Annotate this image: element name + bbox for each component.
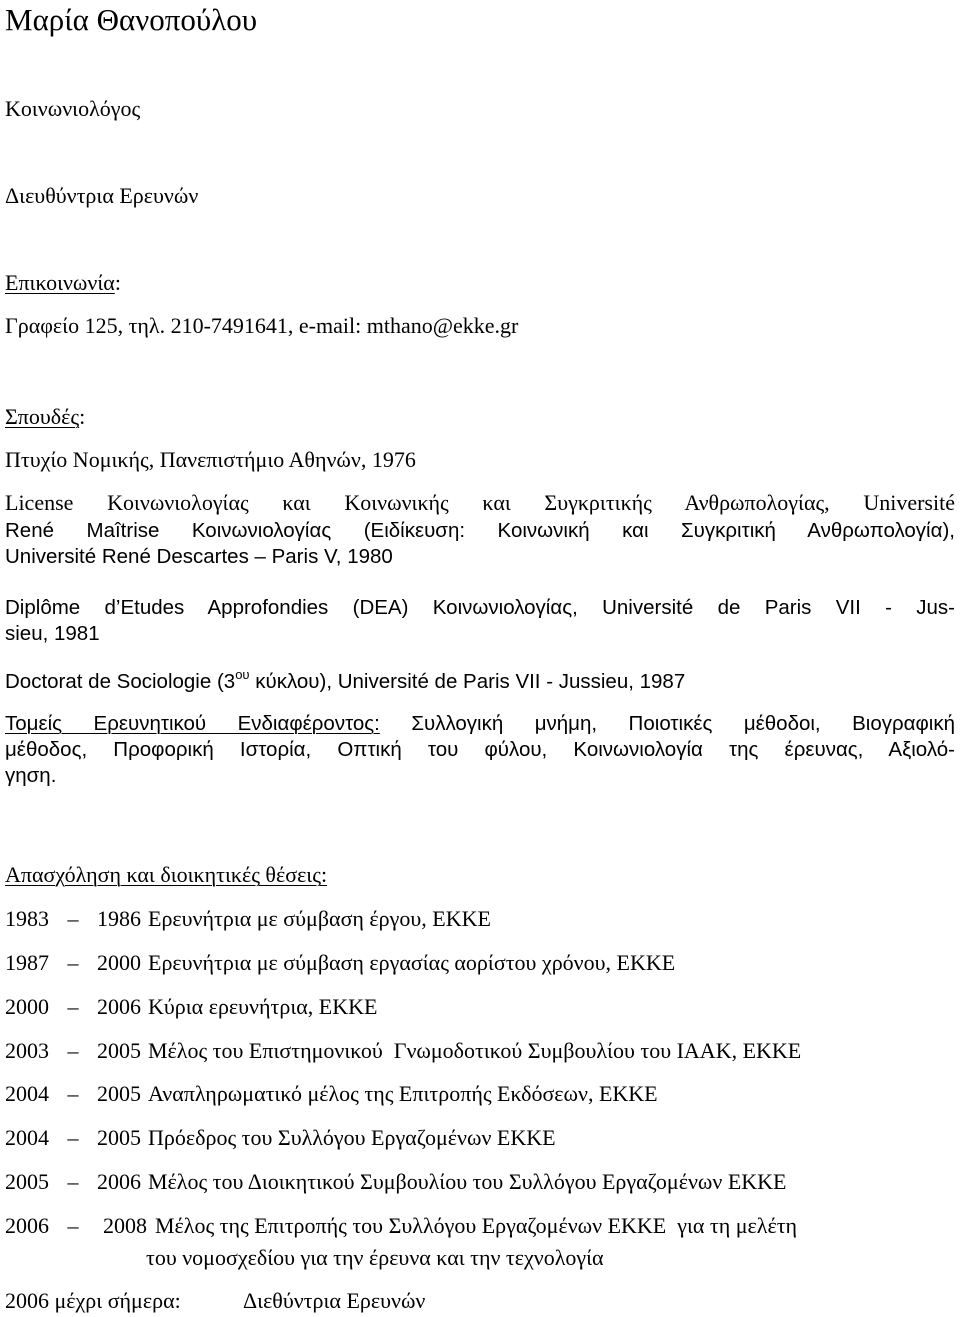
- research-heading: Τομείς Ερευνητικού Ενδιαφέροντος:: [5, 712, 380, 735]
- studies-item-license: [5, 490, 955, 515]
- employment-text: Ερευνήτρια με σύμβαση έργου, ΕΚΚΕ: [148, 906, 491, 931]
- dash: –: [67, 906, 79, 931]
- employment-item: [5, 906, 491, 931]
- studies-item-maitrise-line2: Université René Descartes – Paris V, 1980: [5, 545, 393, 568]
- year-to: 2005: [97, 1081, 141, 1106]
- studies-item-maitrise-line1: René Maîtrise Κοινωνιολογίας (Ειδίκευση: Κοινωνική και Συγκριτική Ανθρωπολογία),: [5, 519, 955, 542]
- year-to: 2008: [103, 1213, 147, 1238]
- employment-text: Κύρια ερευνήτρια, ΕΚΚΕ: [148, 994, 378, 1019]
- year-to: 2000: [97, 950, 141, 975]
- doctorat-post: κύκλου), Université de Paris VII - Jussieu, 1987: [249, 670, 686, 693]
- employment-item: [5, 950, 675, 975]
- dash: –: [67, 1081, 79, 1106]
- contact-heading-colon: :: [114, 270, 121, 295]
- studies-heading-colon: :: [79, 404, 86, 429]
- dash: –: [67, 1213, 79, 1238]
- employment-item: [5, 1038, 801, 1063]
- studies-item-doctorat: [5, 669, 685, 697]
- contact-line: Γραφείο 125, τηλ. 210-7491641, e-mail: mthano@ekke.gr: [5, 313, 519, 338]
- employment-item-continuation: του νομοσχεδίου για την έρευνα και την τεχνολογία: [146, 1245, 604, 1270]
- studies-item-dea-line2: sieu, 1981: [5, 622, 100, 645]
- employment-text: Αναπληρωματικό μέλος της Επιτροπής Εκδόσεων, ΕΚΚΕ: [148, 1081, 658, 1106]
- dash: –: [67, 1038, 79, 1063]
- employment-text: Μέλος του Επιστημονικού Γνωμοδοτικού Συμβουλίου του ΙΑΑΚ, ΕΚΚΕ: [148, 1038, 802, 1063]
- year-from: 2004: [5, 1125, 49, 1150]
- dash: –: [67, 950, 79, 975]
- year-from: 1983: [5, 906, 49, 931]
- employment-item: [5, 994, 377, 1019]
- contact-heading: [5, 270, 121, 295]
- studies-item-maitrise: [5, 518, 955, 570]
- contact-heading-label: Επικοινωνία: [5, 270, 115, 295]
- year-to: 2005: [97, 1038, 141, 1063]
- year-to: 1986: [97, 906, 141, 931]
- employment-item: [5, 1213, 797, 1238]
- research-line1-text: Συλλογική μνήμη, Ποιοτικές μέθοδοι, Βιογραφική: [379, 712, 955, 735]
- research-line1: [5, 711, 955, 737]
- studies-item-dea: [5, 595, 955, 647]
- research-line3: γηση.: [5, 764, 57, 787]
- current-value: Διεθύντρια Ερευνών: [243, 1288, 426, 1313]
- year-to: 2006: [97, 1169, 141, 1194]
- employment-text: Πρόεδρος του Συλλόγου Εργαζομένων ΕΚΚΕ: [148, 1125, 556, 1150]
- year-from: 2005: [5, 1169, 49, 1194]
- employment-heading-label: Απασχόληση και διοικητικές θέσεις:: [5, 862, 328, 887]
- studies-heading-label: Σπουδές: [5, 404, 80, 429]
- year-from: 2004: [5, 1081, 49, 1106]
- current-label: 2006 μέχρι σήμερα:: [5, 1288, 181, 1313]
- employment-text: Ερευνήτρια με σύμβαση εργασίας αορίστου χρόνου, ΕΚΚΕ: [148, 950, 676, 975]
- position-title: Διευθύντρια Ερευνών: [5, 183, 199, 208]
- employment-item: [5, 1125, 556, 1150]
- year-from: 2003: [5, 1038, 49, 1063]
- research-interests: [5, 711, 955, 789]
- employment-heading: [5, 862, 327, 887]
- employment-text: Μέλος της Επιτροπής του Συλλόγου Εργαζομένων ΕΚΚΕ για τη μελέτη: [155, 1213, 798, 1238]
- employment-current: [5, 1288, 425, 1313]
- profession: Κοινωνιολόγος: [5, 96, 141, 121]
- studies-item-license-line1: License Κοινωνιολογίας και Κοινωνικής και Συγκριτικής Ανθρωπολογίας, Université: [5, 490, 955, 515]
- dash: –: [67, 1125, 79, 1150]
- year-to: 2005: [97, 1125, 141, 1150]
- year-to: 2006: [97, 994, 141, 1019]
- employment-item: [5, 1169, 786, 1194]
- dash: –: [67, 1169, 79, 1194]
- studies-item-law: Πτυχίο Νομικής, Πανεπιστήμιο Αθηνών, 1976: [5, 447, 416, 472]
- doctorat-pre: Doctorat de Sociologie (3: [5, 670, 236, 693]
- studies-heading: [5, 404, 85, 429]
- employment-item: [5, 1081, 658, 1106]
- employment-text: Μέλος του Διοικητικού Συμβουλίου του Συλλόγου Εργαζομένων ΕΚΚΕ: [148, 1169, 787, 1194]
- doctorat-sup: ου: [235, 667, 250, 682]
- year-from: 2000: [5, 994, 49, 1019]
- dash: –: [67, 994, 79, 1019]
- research-line2: μέθοδος, Προφορική Ιστορία, Οπτική του φύλου, Κοινωνιολογία της έρευνας, Αξιολό-: [5, 738, 955, 761]
- year-from: 2006: [5, 1213, 49, 1238]
- studies-item-dea-line1: Diplôme d’Etudes Approfondies (DEA) Κοινωνιολογίας, Université de Paris VII - Jus-: [5, 596, 955, 619]
- year-from: 1987: [5, 950, 49, 975]
- person-name: Μαρία Θανοπούλου: [5, 2, 258, 37]
